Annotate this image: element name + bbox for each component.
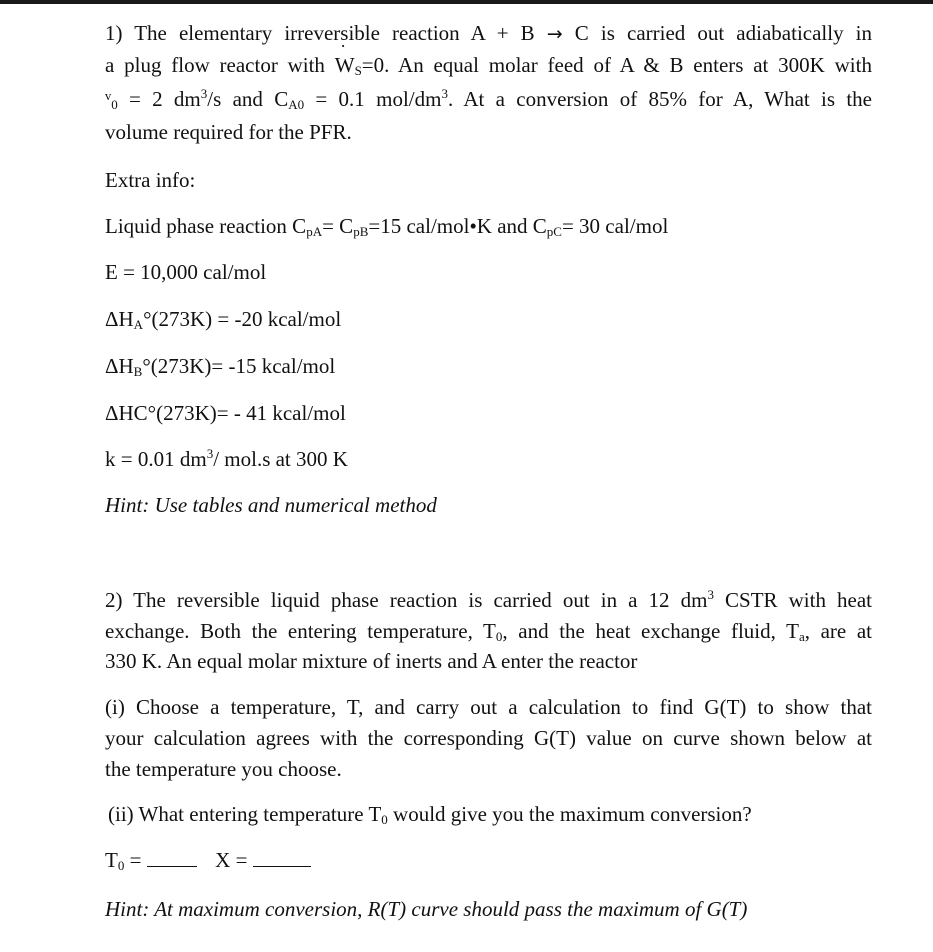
subscript: 0 — [117, 858, 125, 873]
equals-sign: = — [124, 848, 147, 872]
answer-line — [105, 847, 311, 873]
q1-text: k = 0.01 dm — [105, 447, 207, 471]
q1-text: = C — [322, 214, 354, 238]
enthalpy-a-line — [105, 306, 341, 332]
superscript: 3 — [200, 86, 208, 101]
q2-text: exchange. Both the entering temperature, T — [105, 619, 496, 643]
heat-capacity-line — [105, 213, 668, 239]
t0-label: T — [105, 848, 118, 872]
w-symbol: W — [334, 53, 355, 77]
q1-text: = 2 dm — [117, 87, 201, 111]
q2-text: , and the heat exchange fluid, T — [502, 619, 799, 643]
q1-text: ΔH — [105, 307, 134, 331]
x-answer-blank[interactable] — [253, 848, 311, 867]
q1-text: 1) The elementary irreversible reaction A + B — [105, 21, 535, 45]
reaction-arrow-icon: → — [546, 23, 563, 45]
superscript: 3 — [441, 86, 448, 101]
t0-answer-blank[interactable] — [147, 848, 197, 867]
q1-text: =15 cal/mol•K and C — [368, 214, 547, 238]
x-label: X = — [215, 848, 253, 872]
q2-part-ii — [108, 801, 752, 827]
q1-line-4: volume required for the PFR. — [105, 120, 352, 144]
q2-text: (ii) What entering temperature T — [108, 802, 382, 826]
q1-text: °(273K) = -20 kcal/mol — [143, 307, 342, 331]
activation-energy-line: E = 10,000 cal/mol — [105, 260, 267, 284]
q1-text: a plug flow reactor with — [105, 53, 335, 77]
q1-line-3 — [105, 86, 872, 112]
q2-line-2 — [105, 618, 872, 644]
q2-part-i-line-1: (i) Choose a temperature, T, and carry out a calculation to find G(T) to show that — [105, 695, 872, 719]
q2-text: CSTR with heat — [713, 588, 872, 612]
subscript: a — [798, 629, 805, 644]
q2-line-1 — [105, 587, 872, 613]
q1-text: . At a conversion of 85% for A, What is the — [447, 87, 872, 111]
q1-text: = 30 cal/mol — [561, 214, 669, 238]
superscript: 3 — [707, 587, 714, 602]
v-subscript: 0 — [111, 97, 118, 112]
q1-hint: Hint: Use tables and numerical method — [105, 493, 437, 517]
top-border — [0, 0, 933, 4]
q1-text: /s and C — [207, 87, 289, 111]
q1-text: C is carried out adiabatically in — [574, 21, 873, 45]
q1-text: =0. An equal molar feed of A & B enters at 300K with — [361, 53, 872, 77]
w-subscript: S — [354, 63, 362, 78]
q2-hint: Hint: At maximum conversion, R(T) curve should pass the maximum of G(T) — [105, 897, 748, 921]
subscript: 0 — [495, 629, 503, 644]
subscript: pB — [353, 224, 369, 239]
q1-text: / mol.s at 300 K — [213, 447, 348, 471]
v-symbol: ᵛ — [105, 87, 112, 111]
subscript: pA — [306, 224, 323, 239]
superscript: 3 — [206, 446, 214, 461]
subscript: B — [133, 364, 143, 379]
subscript: A — [133, 317, 144, 332]
q2-part-i-line-3: the temperature you choose. — [105, 757, 342, 781]
q2-text: 2) The reversible liquid phase reaction is carried out in a 12 dm — [105, 588, 708, 612]
subscript: 0 — [381, 812, 388, 827]
q1-text: °(273K)= -15 kcal/mol — [142, 354, 336, 378]
enthalpy-b-line — [105, 353, 335, 379]
rate-constant-line — [105, 446, 348, 472]
q2-line-3: 330 K. An equal molar mixture of inerts and A enter the reactor — [105, 649, 638, 673]
q1-text: Liquid phase reaction C — [105, 214, 307, 238]
q2-text: , are at — [804, 619, 872, 643]
q1-text: = 0.1 mol/dm — [304, 87, 442, 111]
q1-text: ΔH — [105, 354, 134, 378]
q1-line-1 — [105, 20, 872, 47]
q2-part-i-line-2: your calculation agrees with the corresponding G(T) value on curve shown below at — [105, 726, 872, 750]
w-dot-symbol — [335, 53, 355, 77]
subscript: pC — [546, 224, 562, 239]
subscript: A0 — [288, 97, 305, 112]
q1-line-2 — [105, 52, 872, 78]
extra-info-label: Extra info: — [105, 168, 196, 192]
q2-text: would give you the maximum conversion? — [387, 802, 752, 826]
enthalpy-c-line: ΔHC°(273K)= - 41 kcal/mol — [105, 401, 346, 425]
